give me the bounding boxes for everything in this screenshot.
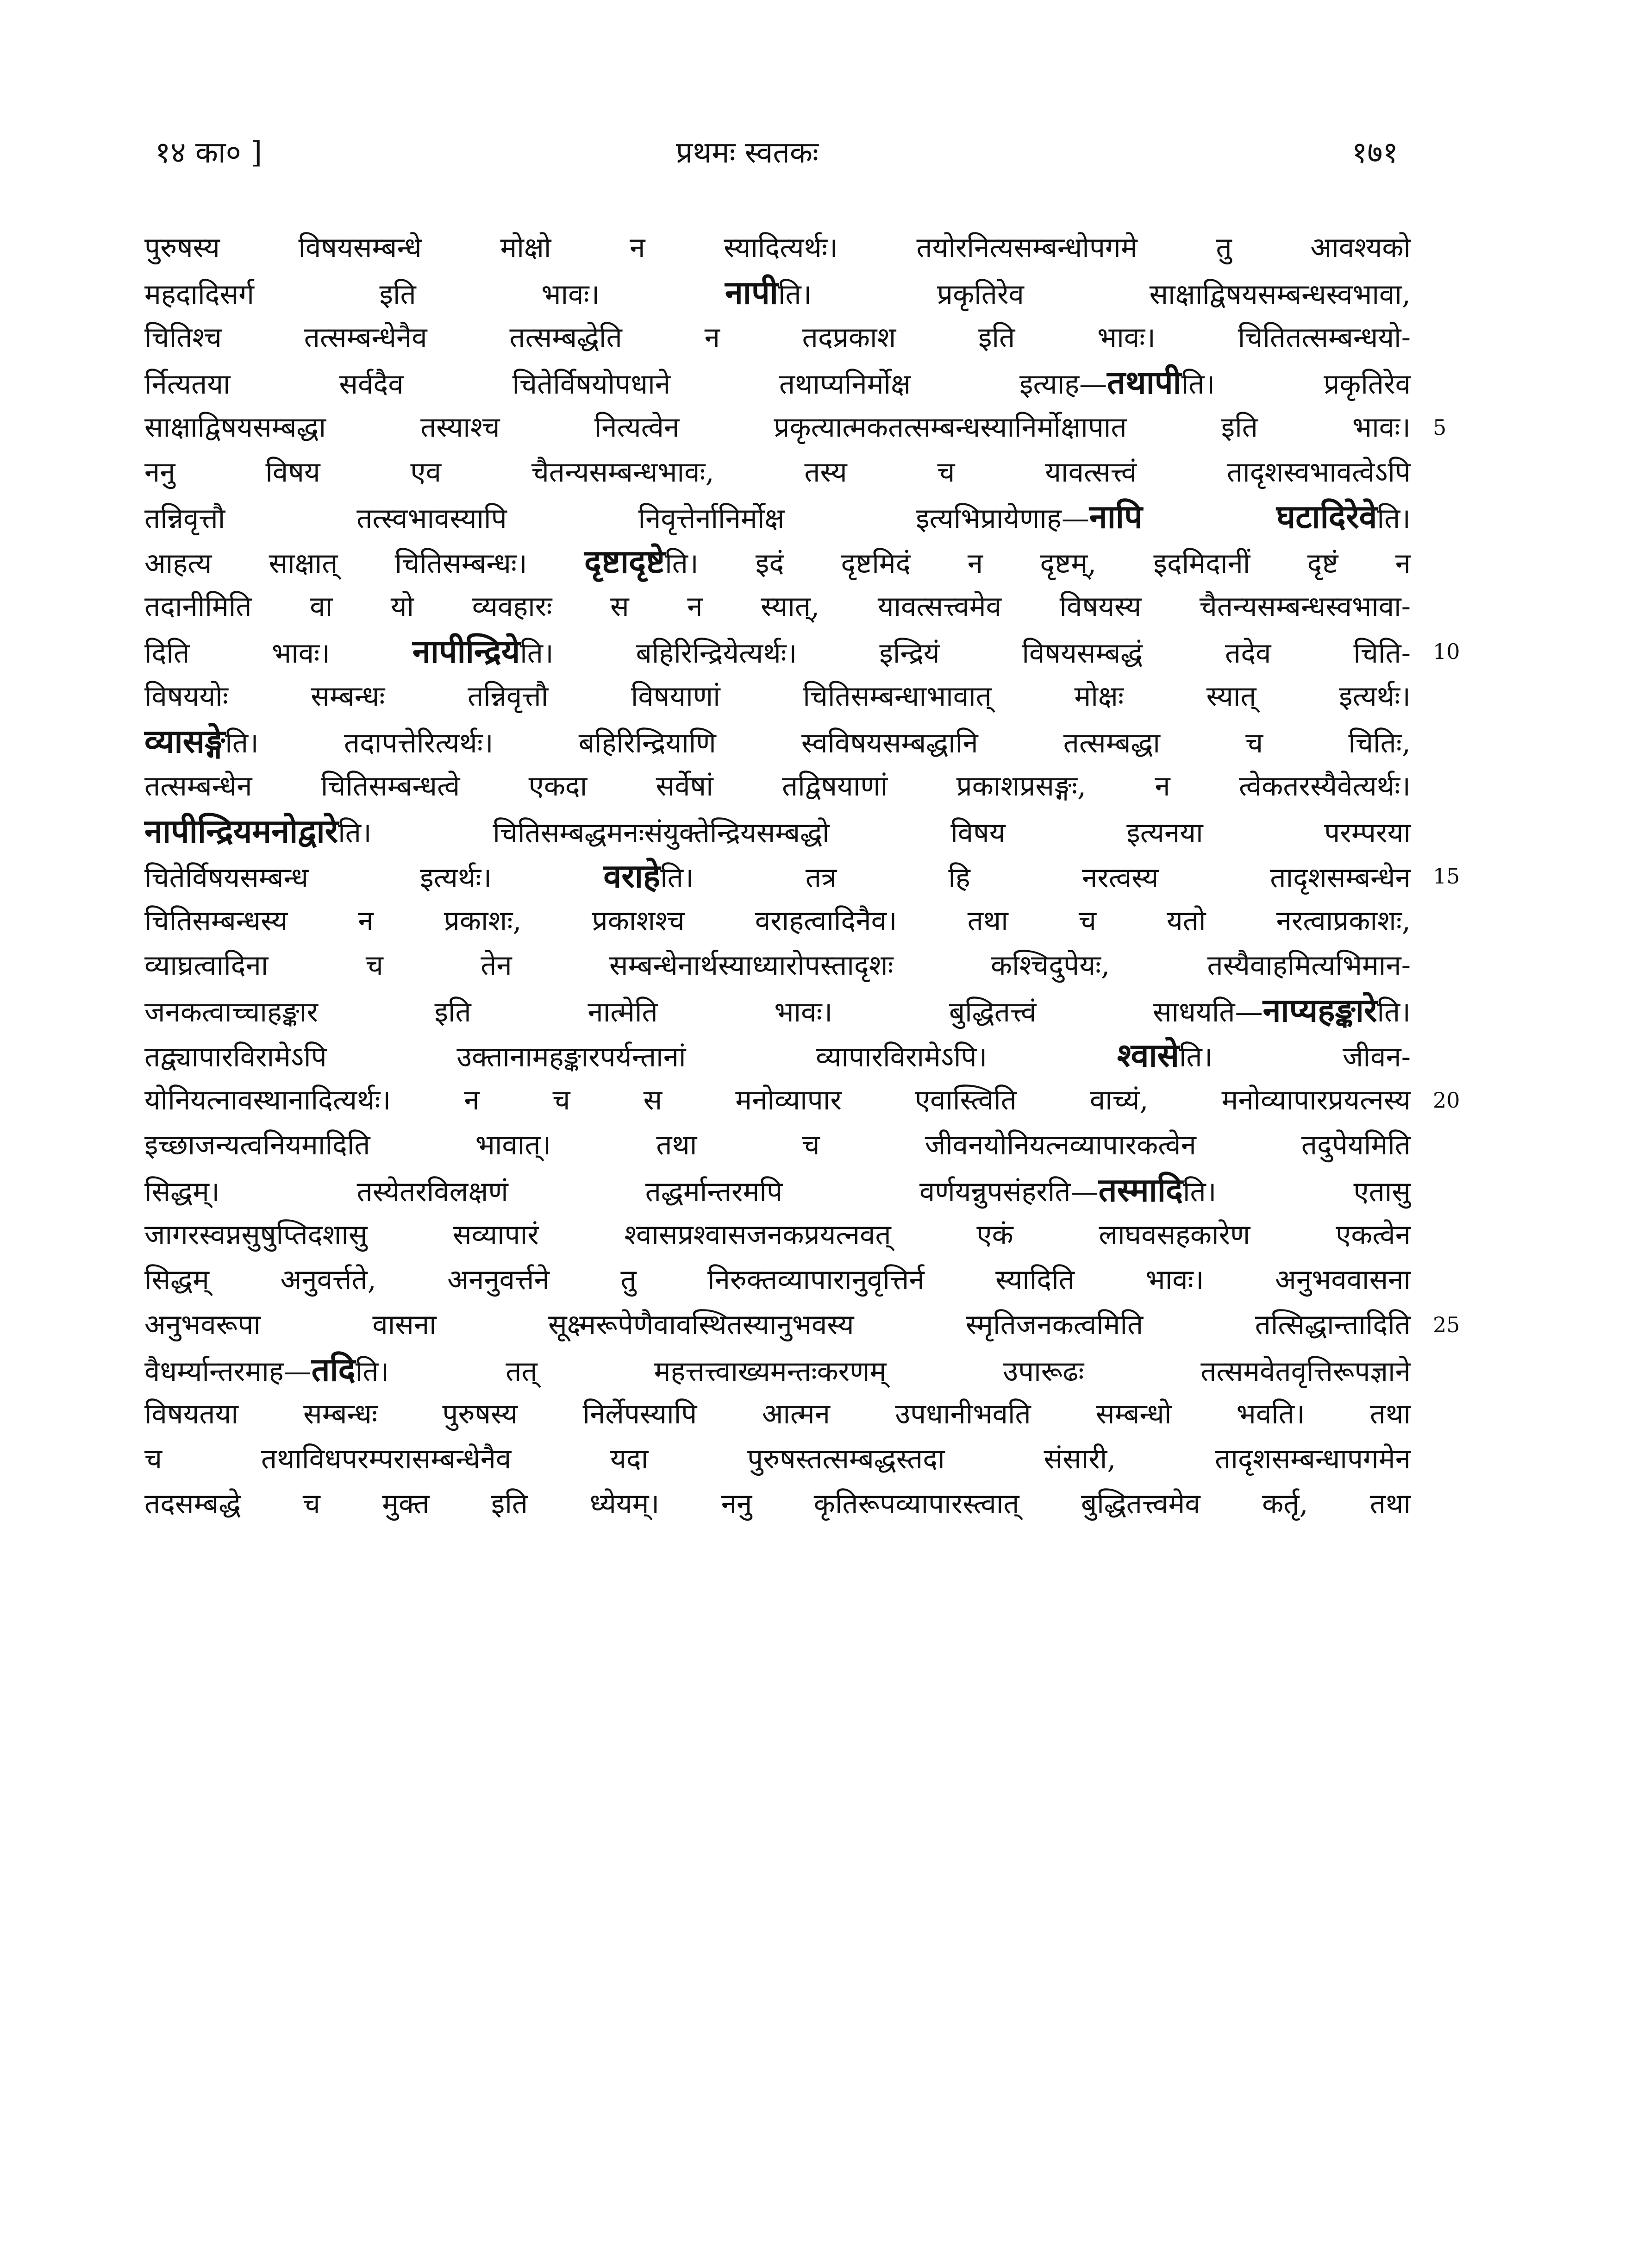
text-line	[144, 1438, 1411, 1480]
text-segment: आहत्य साक्षात् चितिसम्बन्धः।	[144, 547, 584, 580]
text-line	[144, 227, 1411, 269]
text-segment: दिति भावः।	[144, 637, 412, 670]
text-segment: वैधर्म्यान्तरमाह—	[144, 1355, 312, 1388]
pratika-heading: दृष्टादृष्टे	[584, 542, 665, 581]
text-segment: ति। तत्र हि नरत्वस्य तादृशसम्बन्धेन	[660, 861, 1411, 894]
pratika-heading: वराहे	[603, 856, 661, 895]
text-segment: अनुभवरूपा वासना सूक्ष्मरूपेणैवावस्थितस्यानुभवस्य स्मृतिजनकत्वमिति तत्सिद्धान्तादिति	[144, 1308, 1411, 1341]
text-line	[144, 407, 1411, 448]
text-segment: विषयतया सम्बन्धः पुरुषस्य निर्लेपस्यापि आत्मन उपधानीभवति सम्बन्धो भवति। तथा	[144, 1398, 1411, 1431]
text-line	[144, 541, 1411, 583]
pratika-heading: श्वासे	[1117, 1036, 1179, 1075]
text-segment: ति। तदापत्तेरित्यर्थः। बहिरिन्द्रियाणि स्वविषयसम्बद्धानि तत्सम्बद्धा च चितिः,	[225, 727, 1411, 759]
text-segment: ति। इदं दृष्टमिदं न दृष्टम्, इदमिदानीं दृष्टं न	[665, 547, 1411, 580]
text-segment: ति। प्रकृतिरेव साक्षाद्विषयसम्बन्धस्वभावा,	[778, 278, 1411, 311]
text-line	[144, 317, 1411, 358]
text-segment: जागरस्वप्नसुषुप्तिदशासु सव्यापारं श्वासप्रश्वासजनकप्रयत्नवत् एकं लाघवसहकारेण एकत्वेन	[144, 1218, 1411, 1251]
line-number: 20	[1433, 1088, 1460, 1113]
text-segment: ति।	[1377, 996, 1411, 1029]
text-segment: विषययोः सम्बन्धः तन्निवृत्तौ विषयाणां चितिसम्बन्धाभावात् मोक्षः स्यात् इत्यर्थः।	[144, 680, 1411, 713]
pratika-heading: नाप्यहङ्कारे	[1262, 991, 1377, 1030]
text-line	[144, 631, 1411, 672]
text-segment: तदानीमिति वा यो व्यवहारः स न स्यात्, यावत्सत्त्वमेव विषयस्य चैतन्यसम्बन्धस्वभावा-	[144, 590, 1411, 623]
text-segment: ति। बहिरिन्द्रियेत्यर्थः। इन्द्रियं विषयसम्बद्धं तदेव चिति-	[520, 637, 1411, 670]
text-line	[144, 451, 1411, 493]
text-segment: र्नित्यतया सर्वदैव चितेर्विषयोपधाने तथाप्यनिर्मोक्ष इत्याह—	[144, 368, 1107, 401]
text-segment: इच्छाजन्यत्वनियमादिति भावात्। तथा च जीवनयोनियत्नव्यापारकत्वेन तदुपेयमिति	[144, 1129, 1411, 1161]
text-segment: ति। जीवन-	[1179, 1041, 1411, 1074]
text-segment: पुरुषस्य विषयसम्बन्धे मोक्षो न स्यादित्यर्थः। तयोरनित्यसम्बन्धोपगमे तु आवश्यको	[144, 232, 1411, 264]
line-number: 25	[1433, 1312, 1460, 1337]
text-segment: तन्निवृत्तौ तत्स्वभावस्यापि निवृत्तेर्नानिर्मोक्ष इत्यभिप्रायेणाह—	[144, 502, 1089, 535]
running-header-title: प्रथमः स्वतकः	[676, 136, 819, 170]
pratika-heading: तस्मादि	[1098, 1170, 1183, 1209]
pratika-heading: नापि घटादिरेवे	[1089, 497, 1377, 536]
text-segment: चितेर्विषयसम्बन्ध इत्यर्थः।	[144, 861, 604, 894]
running-header-left: १४ का० ]	[155, 136, 262, 170]
text-segment: ति। एतासु	[1183, 1175, 1411, 1208]
text-segment: तत्सम्बन्धेन चितिसम्बन्धत्वे एकदा सर्वेषां तद्विषयाणां प्रकाशप्रसङ्गः, न त्वेकतरस्यैवेत्यर्थः।	[144, 770, 1411, 802]
text-line	[144, 1393, 1411, 1435]
text-segment: सिद्धम् अनुवर्त्तते, अननुवर्त्तने तु निरुक्तव्यापारानुवृत्तिर्न स्यादिति भावः। अनुभववासना	[144, 1263, 1411, 1296]
pratika-heading: व्यासङ्गे	[144, 721, 225, 760]
text-line	[144, 1034, 1411, 1076]
text-line	[144, 496, 1411, 538]
text-line	[144, 1259, 1411, 1301]
pratika-heading: नापी	[725, 273, 778, 312]
text-line	[144, 810, 1411, 852]
text-segment: ति।	[1377, 502, 1411, 535]
text-line	[144, 945, 1411, 986]
page-number: १७१	[1352, 136, 1398, 170]
line-number: 5	[1433, 414, 1447, 440]
text-segment: तद्व्यापारविरामेऽपि उक्तानामहङ्कारपर्यन्तानां व्यापारविरामेऽपि।	[144, 1041, 1117, 1074]
text-line	[144, 720, 1411, 762]
text-line	[144, 272, 1411, 313]
pratika-heading: तथापी	[1107, 363, 1181, 401]
text-segment: महदादिसर्ग इति भावः।	[144, 278, 725, 311]
text-segment: चितिसम्बन्धस्य न प्रकाशः, प्रकाशश्च वराहत्वादिनैव। तथा च यतो नरत्वाप्रकाशः,	[144, 904, 1411, 937]
text-line	[144, 1349, 1411, 1391]
text-segment: जनकत्वाच्चाहङ्कार इति नात्मेति भावः। बुद्धितत्त्वं साधयति—	[144, 996, 1263, 1029]
text-segment: तदसम्बद्धे च मुक्त इति ध्येयम्। ननु कृतिरूपव्यापारस्त्वात् बुद्धितत्त्वमेव कर्तृ, तथा	[144, 1488, 1411, 1521]
text-segment: व्याघ्रत्वादिना च तेन सम्बन्धेनार्थस्याध्यारोपस्तादृशः कश्चिदुपेयः, तस्यैवाहमित्यभिमान-	[144, 949, 1411, 982]
text-line	[144, 855, 1411, 897]
text-segment: चितिश्च तत्सम्बन्धेनैव तत्सम्बद्धेति न तदप्रकाश इति भावः। चितितत्सम्बन्धयो-	[144, 321, 1411, 354]
text-line	[144, 900, 1411, 942]
text-line	[144, 586, 1411, 627]
text-segment: च तथाविधपरम्परासम्बन्धेनैव यदा पुरुषस्तत्सम्बद्धस्तदा संसारी, तादृशसम्बन्धापगमेन	[144, 1443, 1411, 1476]
text-line	[144, 1079, 1411, 1121]
pratika-heading: तदि	[311, 1350, 356, 1389]
text-line	[144, 765, 1411, 807]
text-line	[144, 1304, 1411, 1346]
line-number: 15	[1433, 863, 1460, 889]
line-number: 10	[1433, 639, 1460, 664]
text-segment: ति। चितिसम्बद्धमनःसंयुक्तेन्द्रियसम्बद्धो विषय इत्यनया परम्परया	[338, 816, 1411, 849]
text-line	[144, 362, 1411, 403]
text-line	[144, 1124, 1411, 1166]
text-segment: ति। तत् महत्तत्त्वाख्यमन्तःकरणम् उपारूढः तत्समवेतवृत्तिरूपज्ञाने	[355, 1355, 1411, 1388]
pratika-heading: नापीन्द्रिये	[412, 632, 520, 671]
text-segment: ति। प्रकृतिरेव	[1181, 368, 1411, 401]
text-segment: योनियत्नावस्थानादित्यर्थः। न च स मनोव्यापार एवास्त्विति वाच्यं, मनोव्यापारप्रयत्नस्य	[144, 1084, 1411, 1117]
text-line	[144, 1169, 1411, 1211]
text-line	[144, 676, 1411, 717]
text-line	[144, 1214, 1411, 1256]
text-segment: सिद्धम्। तस्येतरविलक्षणं तद्धर्मान्तरमपि वर्णयन्नुपसंहरति—	[144, 1175, 1099, 1208]
text-segment: साक्षाद्विषयसम्बद्धा तस्याश्च नित्यत्वेन प्रकृत्यात्मकतत्सम्बन्धस्यानिर्मोक्षापात इति भावः।	[144, 411, 1411, 444]
text-line	[144, 990, 1411, 1031]
text-line	[144, 1483, 1411, 1525]
pratika-heading: नापीन्द्रियमनोद्वारे	[144, 811, 338, 850]
text-segment: ननु विषय एव चैतन्यसम्बन्धभावः, तस्य च यावत्सत्त्वं तादृशस्वभावत्वेऽपि	[144, 456, 1411, 489]
